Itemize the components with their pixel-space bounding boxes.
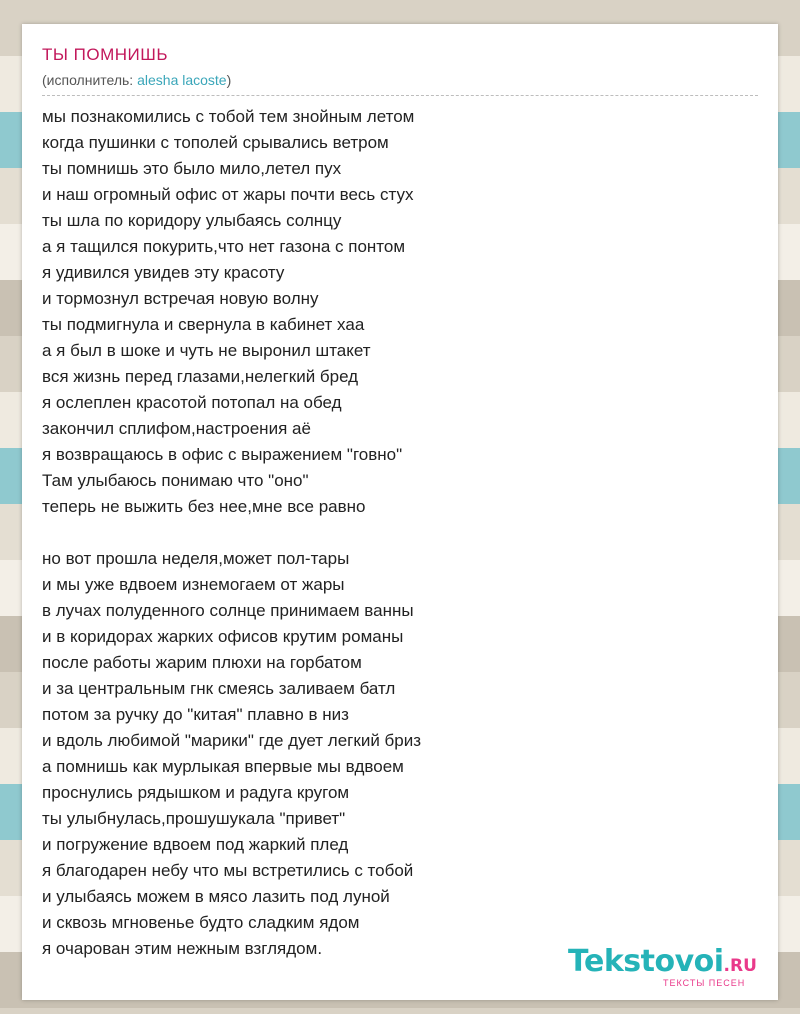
lyric-line: я удивился увидев эту красоту — [42, 263, 285, 282]
lyric-line: ты подмигнула и свернула в кабинет хаа — [42, 315, 365, 334]
lyric-line: и погружение вдвоем под жаркий плед — [42, 835, 349, 854]
lyric-line: я ослеплен красотой потопал на обед — [42, 393, 342, 412]
lyric-line: и тормознул встречая новую волну — [42, 289, 319, 308]
logo-tagline: ТЕКСТЫ ПЕСЕН — [663, 978, 746, 988]
lyric-line: ты шла по коридору улыбаясь солнцу — [42, 211, 342, 230]
logo-tld: .RU — [723, 956, 757, 976]
lyric-line: в лучах полуденного солнце принимаем ванны — [42, 601, 414, 620]
lyric-line: и наш огромный офис от жары почти весь стух — [42, 185, 414, 204]
artist-line — [42, 72, 231, 88]
lyric-line: я очарован этим нежным взглядом. — [42, 939, 323, 958]
song-title: ТЫ ПОМНИШЬ — [42, 45, 168, 64]
artist-prefix: (исполнитель: — [42, 72, 138, 88]
stanza-2 — [42, 546, 742, 962]
artist-link[interactable]: alesha lacoste — [137, 72, 227, 88]
header-divider — [42, 95, 758, 96]
lyric-line: и вдоль любимой "марики" где дует легкий бриз — [42, 731, 422, 750]
lyric-line: потом за ручку до "китая" плавно в низ — [42, 705, 349, 724]
artist-suffix: ) — [226, 72, 232, 88]
lyric-line: но вот прошла неделя,может пол-тары — [42, 549, 350, 568]
lyric-line: проснулись рядышком и радуга кругом — [42, 783, 350, 802]
lyric-line: вся жизнь перед глазами,нелегкий бред — [42, 367, 359, 386]
lyric-line: я благодарен небу что мы встретились с тобой — [42, 861, 414, 880]
lyric-line: после работы жарим плюхи на горбатом — [42, 653, 362, 672]
stanza-1 — [42, 104, 742, 520]
lyric-line: ты помнишь это было мило,летел пух — [42, 159, 342, 178]
lyric-line: и за центральным гнк смеясь заливаем батл — [42, 679, 396, 698]
lyric-line: и мы уже вдвоем изнемогаем от жары — [42, 575, 345, 594]
lyric-line: а помнишь как мурлыкая впервые мы вдвоем — [42, 757, 404, 776]
lyric-line: когда пушинки с тополей срывались ветром — [42, 133, 389, 152]
lyric-line: а я был в шоке и чуть не выронил штакет — [42, 341, 371, 360]
lyric-line: ты улыбнулась,прошушукала "привет" — [42, 809, 346, 828]
lyric-line: теперь не выжить без нее,мне все равно — [42, 497, 366, 516]
lyric-line: Там улыбаюсь понимаю что "оно" — [42, 471, 309, 490]
lyric-line: мы познакомились с тобой тем знойным летом — [42, 107, 415, 126]
lyric-line: и в коридорах жарких офисов крутим романы — [42, 627, 404, 646]
stanza-gap — [42, 520, 742, 546]
lyric-line: и сквозь мгновенье будто сладким ядом — [42, 913, 360, 932]
lyrics-card — [22, 24, 778, 1000]
lyric-line: и улыбаясь можем в мясо лазить под луной — [42, 887, 390, 906]
tekstovoi-logo[interactable] — [568, 944, 778, 994]
lyric-line: а я тащился покурить,что нет газона с понтом — [42, 237, 406, 256]
lyrics-body — [42, 104, 742, 962]
logo-wordmark: Tekstovoi — [568, 944, 724, 979]
lyric-line: я возвращаюсь в офис с выражением "говно" — [42, 445, 403, 464]
lyric-line: закончил сплифом,настроения аё — [42, 419, 311, 438]
